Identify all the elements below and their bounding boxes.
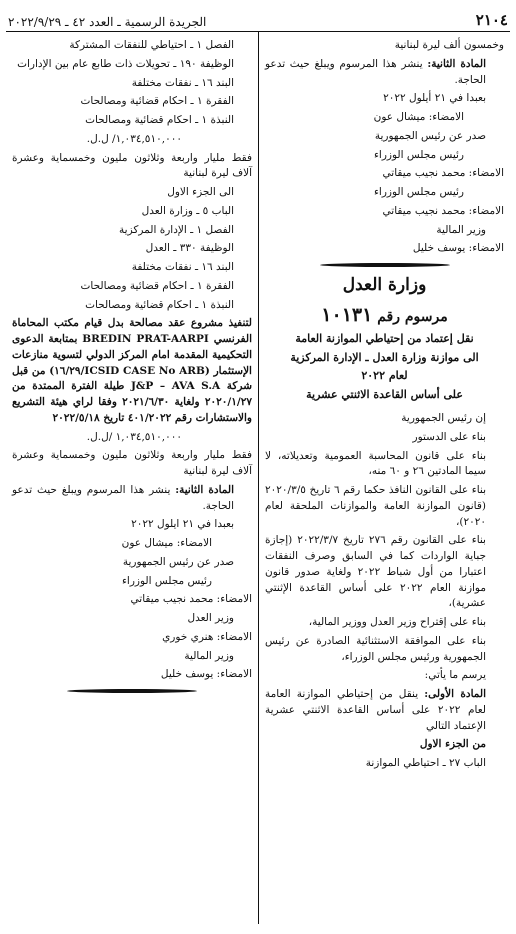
chapter-line: الباب ٢٧ ـ احتياطي الموازنة bbox=[365, 757, 486, 769]
signature: الامضاء: ميشال عون bbox=[121, 537, 212, 549]
left-column bbox=[6, 32, 258, 924]
budget-line: البند ١٦ ـ نفقات مختلفة bbox=[131, 76, 234, 89]
article-1 bbox=[265, 687, 504, 734]
separator bbox=[12, 689, 252, 693]
budget-line: الفصل ١ ـ احتياطي للنفقات المشتركة bbox=[69, 39, 234, 51]
signature: الامضاء: يوسف خليل bbox=[412, 242, 504, 255]
gazette-title: الجريدة الرسمية ـ العدد ٤٢ ـ ٢٠٢٢/٩/٢٩ bbox=[8, 15, 207, 29]
paragraph: بناء على قانون المحاسبة العمومية وتعديلاته، لا سيما المادتين ٢٦ و ٦٠ منه، bbox=[265, 449, 486, 478]
signature: الامضاء: يوسف خليل bbox=[160, 668, 252, 681]
paragraph: بناء على القانون رقم ٢٧٦ تاريخ ٢٠٢٢/٣/٧ (إجازة جباية الواردات كما في السابق وصرف النفقات اعتبارا من أول شباط ٢٠٢٢ ولغاية صدور قانون موازنة العام ٢٠٢٢ على أساس القاعدة الإثنتي عشرية)، bbox=[265, 534, 486, 610]
amount: ١,٠٣٤,٥١٠,٠٠٠ /ل.ل. bbox=[86, 430, 182, 443]
signature: الامضاء: محمد نجيب ميقاتي bbox=[130, 593, 252, 606]
date-line: بعبدا في ٢١ ايلول ٢٠٢٢ bbox=[131, 518, 234, 531]
purpose-text: لتنفيذ مشروع عقد مصالحة بدل قيام مكتب المحاماة الفرنسي BREDIN PRAT-AARPI بمتابعة الدعوى التحكيمية المقدمة امام المركز الدولي لتسوية منازعات الإستثمار (ICSID CASE No ARB/١٦/٢٩) من قبل شركة J&P – AVA S.A طيلة الفترة الممتدة من ٢٠٢٠/١/٢٧ ولغاية ٢٠٢١/٦/٣٠ وفقا لراي هيئة التشريع والاستشارات رقم ٤٠١/٢٠٢٢ تاريخ ٢٠٢٢/٥/١٨ bbox=[12, 317, 253, 424]
decree-title-line: الى موازنة وزارة العدل ـ الإدارة المركزية bbox=[290, 350, 479, 364]
budget-line: الفصل ١ ـ الإدارة المركزية bbox=[119, 223, 234, 236]
budget-line: الفقرة ١ ـ احكام قضائية ومصالحات bbox=[80, 279, 234, 292]
decree-title-line: على أساس القاعدة الاثنتي عشرية bbox=[306, 387, 463, 401]
separator bbox=[265, 263, 504, 267]
article-text: ينقل من إحتياطي الموازنة العامة لعام ٢٠٢٢ على أساس القاعدة الاثنتي عشرية الإعتماد التالي bbox=[265, 688, 486, 732]
part-heading: الى الجزء الاول bbox=[167, 186, 234, 198]
article-2 bbox=[265, 57, 504, 89]
signature: الامضاء: محمد نجيب ميقاتي bbox=[382, 204, 504, 217]
issued-by: صدر عن رئيس الجمهورية bbox=[374, 129, 486, 142]
budget-line: الفقرة ١ ـ احكام قضائية ومصالحات bbox=[80, 95, 234, 108]
text-line: وخمسون ألف ليرة لبنانية bbox=[394, 39, 504, 51]
paragraph: يرسم ما يأتي: bbox=[424, 669, 486, 682]
budget-line: الوظيفة ٣٣٠ ـ العدل bbox=[145, 242, 234, 255]
article-2 bbox=[12, 483, 252, 515]
budget-line: الباب ٥ ـ وزارة العدل bbox=[141, 204, 234, 217]
amount-in-words: فقط مليار واربعة وثلاثون مليون وخمسماية وعشرة آلاف ليرة لبنانية bbox=[12, 151, 252, 180]
pm-title: رئيس مجلس الوزراء bbox=[373, 148, 464, 161]
issued-by: صدر عن رئيس الجمهورية bbox=[122, 555, 234, 568]
budget-line: النبذة ١ ـ احكام قضائية ومصالحات bbox=[85, 298, 234, 311]
article-text: ينشر هذا المرسوم ويبلغ حيث تدعو الحاجة. bbox=[12, 483, 234, 512]
page-header bbox=[6, 6, 510, 32]
signature: الامضاء: هنري خوري bbox=[162, 630, 252, 643]
justice-minister: وزير العدل bbox=[187, 612, 234, 624]
amount-in-words: فقط مليار واربعة وثلاثون مليون وخمسماية وعشرة آلاف ليرة لبنانية bbox=[12, 449, 252, 477]
decree-number: مرسوم رقم ١٠١٣١ bbox=[321, 303, 448, 326]
budget-line: البند ١٦ ـ نفقات مختلفة bbox=[131, 261, 234, 273]
budget-line: الوظيفة ١٩٠ ـ تحويلات ذات طابع عام بين الإدارات bbox=[17, 57, 234, 70]
budget-line: النبذة ١ ـ احكام قضائية ومصالحات bbox=[85, 114, 234, 126]
paragraph: بناء على الموافقة الاستثنائية الصادرة عن رئيس الجمهورية ورئيس مجلس الوزراء، bbox=[265, 634, 486, 663]
date-line: بعبدا في ٢١ أيلول ٢٠٢٢ bbox=[383, 92, 486, 105]
paragraph: إن رئيس الجمهورية bbox=[401, 412, 486, 424]
pm-title: رئيس مجلس الوزراء bbox=[121, 574, 212, 587]
amount: ١,٠٣٤,٥١٠,٠٠٠/ ل.ل. bbox=[86, 132, 182, 145]
finance-minister: وزير المالية bbox=[184, 649, 234, 662]
part-heading: من الجزء الاول bbox=[419, 738, 486, 751]
signature: الامضاء: محمد نجيب ميقاتي bbox=[382, 167, 504, 180]
article-text: ينشر هذا المرسوم ويبلغ حيث تدعو الحاجة. bbox=[265, 57, 486, 86]
decree-title-line: نقل إعتماد من إحتياطي الموازنة العامة bbox=[295, 332, 474, 345]
article-label: المادة الثانية: bbox=[427, 57, 486, 70]
finance-minister: وزير المالية bbox=[436, 223, 486, 236]
columns bbox=[6, 32, 510, 924]
signature: الامضاء: ميشال عون bbox=[373, 111, 464, 123]
pm-title: رئيس مجلس الوزراء bbox=[373, 186, 464, 198]
ministry-heading: وزارة العدل bbox=[342, 275, 427, 295]
paragraph: بناء على الدستور bbox=[412, 430, 486, 443]
paragraph: بناء على إقتراح وزير العدل ووزير المالية، bbox=[308, 616, 486, 628]
paragraph: بناء على القانون النافذ حكما رقم ٦ تاريخ ٢٠٢٠/٣/٥ (قانون الموازنة العامة والموازنات الملحقة لعام ٢٠٢٠)، bbox=[265, 484, 486, 528]
page-number: ٢١٠٤ bbox=[475, 10, 508, 29]
decree-title-line: لعام ٢٠٢٢ bbox=[361, 369, 408, 382]
right-column bbox=[258, 32, 510, 924]
article-label: المادة الأولى: bbox=[424, 688, 486, 700]
article-label: المادة الثانية: bbox=[175, 483, 234, 496]
